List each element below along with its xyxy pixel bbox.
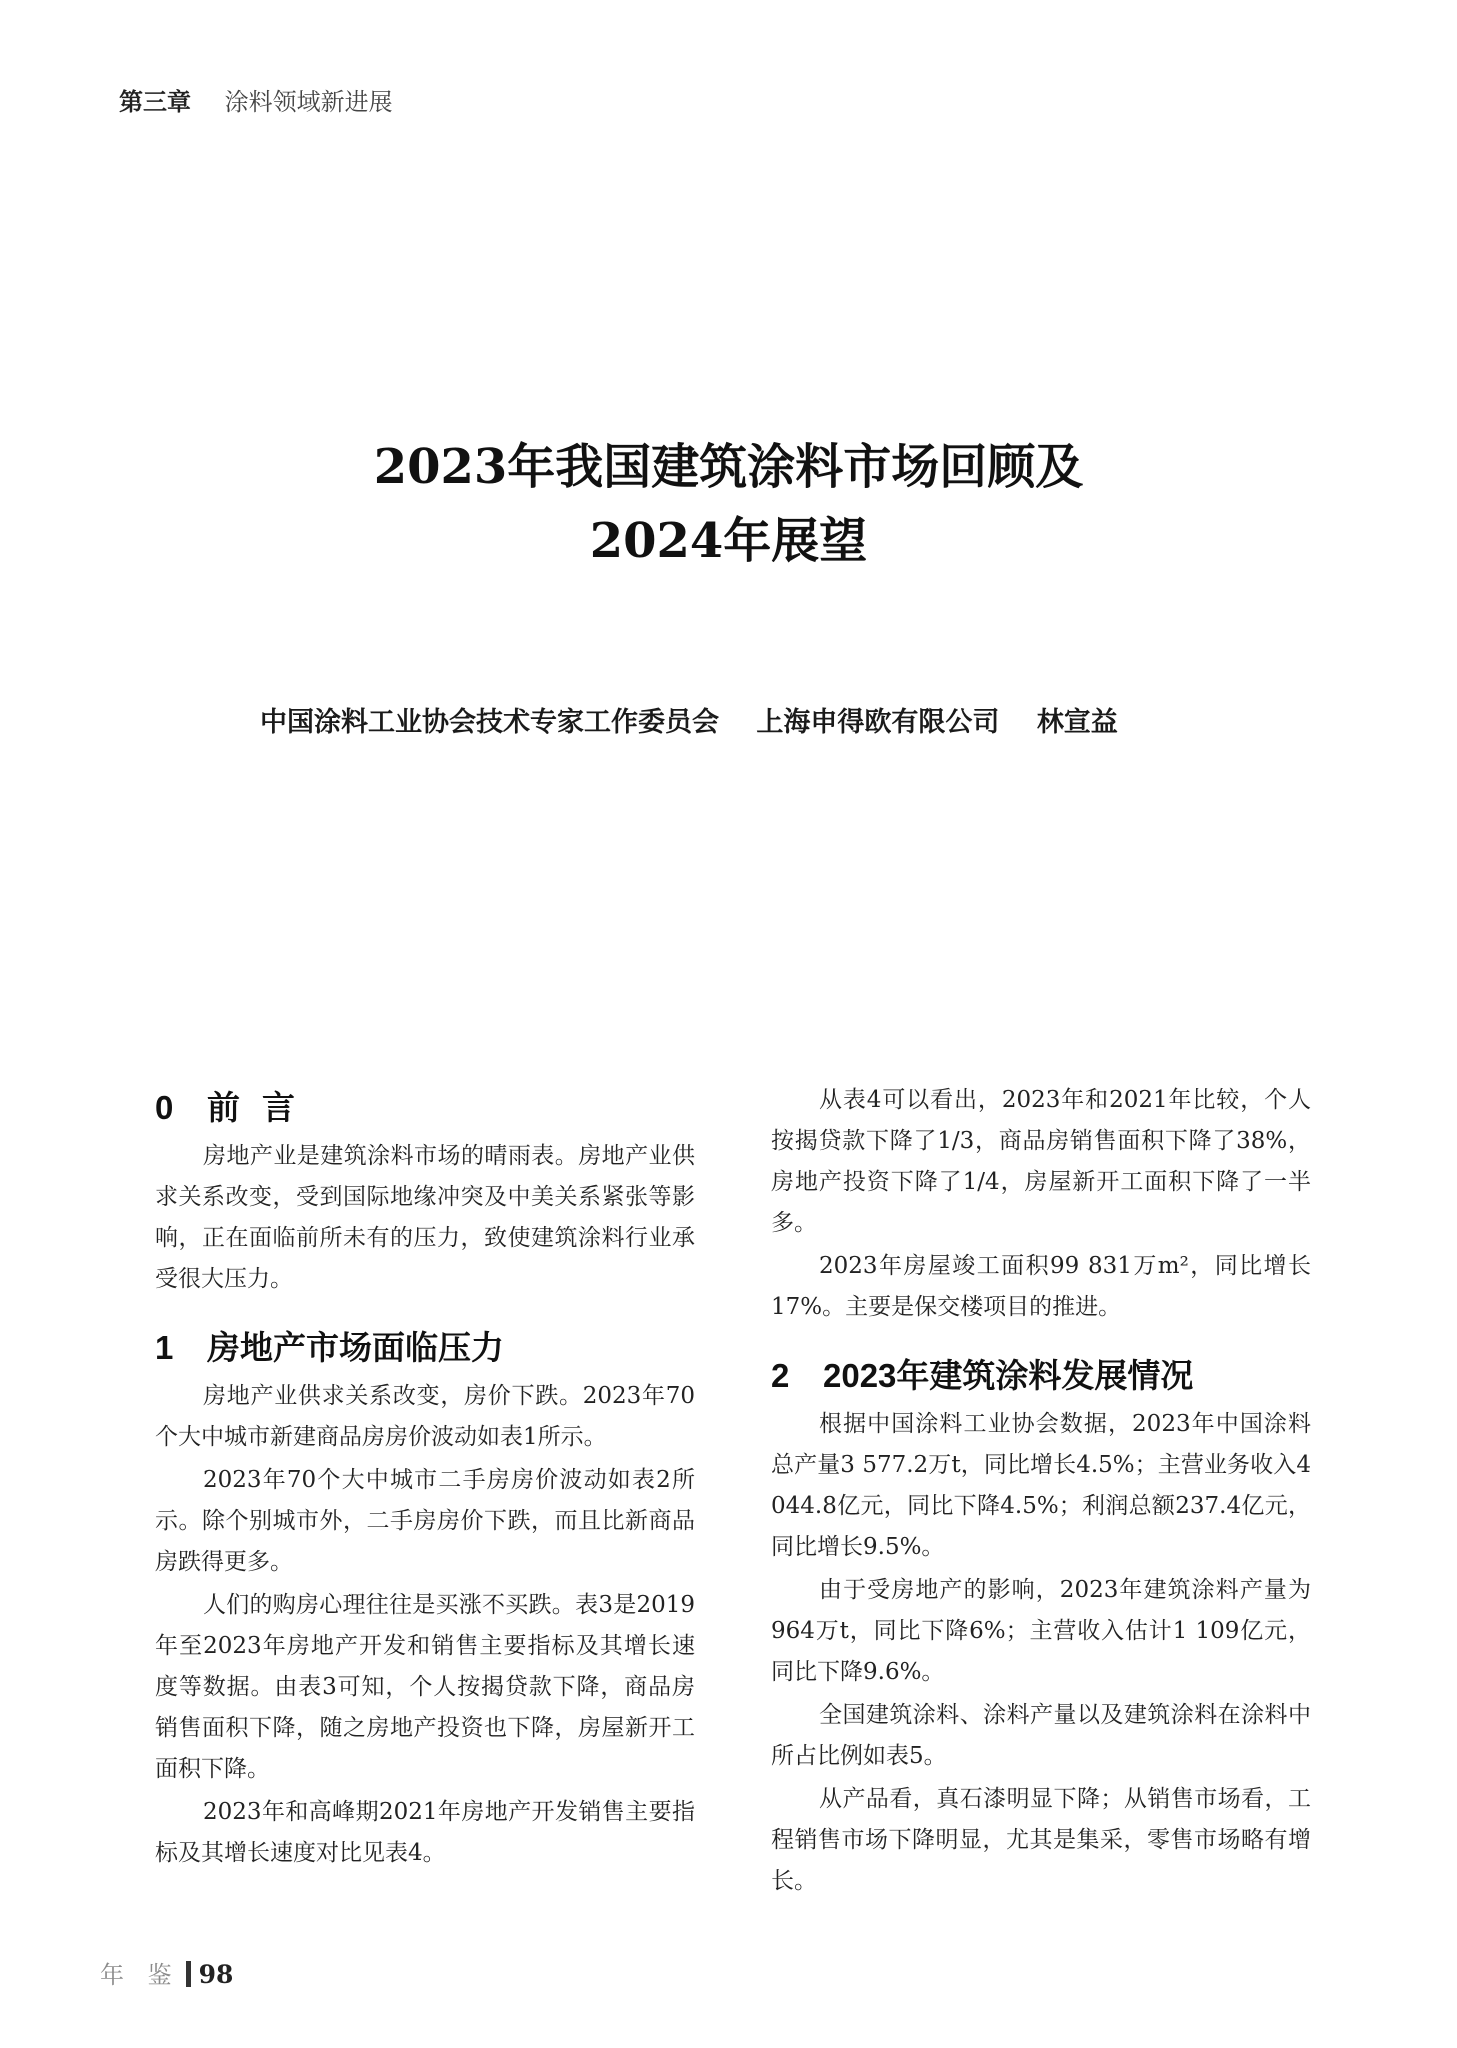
paragraph: 2023年房屋竣工面积99 831万m²，同比增长17%。主要是保交楼项目的推进。: [771, 1253, 1311, 1320]
chapter-topic: 涂料领域新进展: [224, 88, 393, 116]
paragraph: 人们的购房心理往往是买涨不买跌。表3是2019年至2023年房地产开发和销售主要指标及其增长速度等数据。由表3可知，个人按揭贷款下降，商品房销售面积下降，随之房地产投资也下降，房屋新开工面积下降。: [155, 1592, 695, 1782]
paragraph: 2023年和高峰期2021年房地产开发销售主要指标及其增长速度对比见表4。: [155, 1799, 695, 1866]
section-heading-1: [155, 1320, 695, 1376]
paragraph: 房地产业是建筑涂料市场的晴雨表。房地产业供求关系改变，受到国际地缘冲突及中美关系紧张等影响，正在面临前所未有的压力，致使建筑涂料行业承受很大压力。: [155, 1143, 695, 1292]
title-line-1: 2023年我国建筑涂料市场回顾及: [373, 439, 1084, 495]
article-title: [0, 430, 1457, 578]
section-heading-0: [155, 1080, 695, 1136]
chapter-label: 第三章: [119, 88, 191, 116]
section-title: 房地产市场面临压力: [207, 1329, 504, 1366]
section-title: 2023年建筑涂料发展情况: [823, 1357, 1194, 1394]
section-number: 2: [771, 1357, 790, 1394]
section-heading-2: [771, 1348, 1311, 1404]
page-footer: [100, 1955, 233, 1990]
section-number: 1: [155, 1329, 174, 1366]
paragraph: 从产品看，真石漆明显下降；从销售市场看，工程销售市场下降明显，尤其是集采，零售市场略有增长。: [771, 1786, 1311, 1894]
page-number: 98: [198, 1960, 234, 1989]
paragraph: 从表4可以看出，2023年和2021年比较，个人按揭贷款下降了1/3，商品房销售面积下降了38%，房地产投资下降了1/4，房屋新开工面积下降了一半多。: [771, 1087, 1311, 1236]
paragraph: 全国建筑涂料、涂料产量以及建筑涂料在涂料中所占比例如表5。: [771, 1702, 1311, 1769]
left-column: [155, 1080, 695, 1876]
running-header: [119, 82, 393, 117]
author-name: 林宣益: [1036, 707, 1118, 738]
paragraph: 由于受房地产的影响，2023年建筑涂料产量为964万t，同比下降6%；主营收入估计1 109亿元，同比下降9.6%。: [771, 1577, 1311, 1685]
author-byline: [260, 700, 1146, 739]
footer-label: 年 鉴: [100, 1961, 180, 1989]
paragraph: 根据中国涂料工业协会数据，2023年中国涂料总产量3 577.2万t，同比增长4.5%；主营业务收入4 044.8亿元，同比下降4.5%；利润总额237.4亿元，同比增长9.5%。: [771, 1411, 1311, 1560]
section-title: 前言: [207, 1089, 317, 1126]
paragraph: 房地产业供求关系改变，房价下跌。2023年70个大中城市新建商品房房价波动如表1所示。: [155, 1383, 695, 1450]
author-org-2: 上海申得欧有限公司: [756, 707, 1000, 738]
paragraph: 2023年70个大中城市二手房房价波动如表2所示。除个别城市外，二手房房价下跌，而且比新商品房跌得更多。: [155, 1467, 695, 1575]
footer-divider: [186, 1961, 191, 1987]
author-org-1: 中国涂料工业协会技术专家工作委员会: [260, 707, 719, 738]
right-column: [771, 1080, 1311, 1904]
section-number: 0: [155, 1089, 174, 1126]
title-line-2: 2024年展望: [589, 513, 868, 569]
